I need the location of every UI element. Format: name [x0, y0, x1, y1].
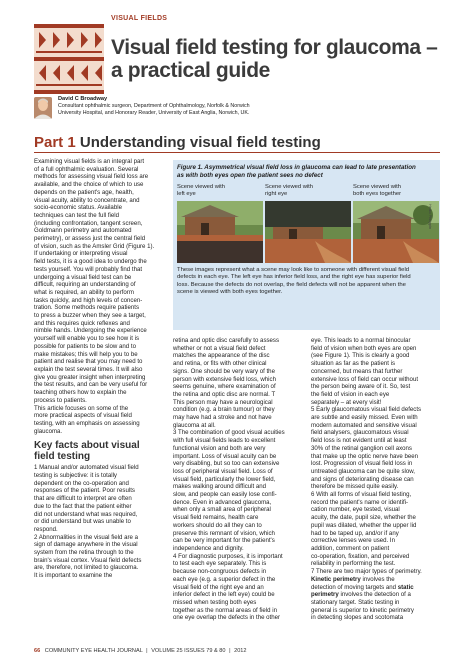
text-line: workers should do all they can to: [173, 521, 262, 529]
text-line: untreated glaucoma can be quite slow,: [311, 467, 416, 475]
text-line: important. Loss of visual acuity can be: [173, 452, 277, 460]
text-line: undergoing a visual field test can be: [34, 273, 132, 281]
text-line: therefore be missed quite easily.: [311, 483, 399, 491]
text-line: sign of damage anywhere in the visual: [34, 541, 138, 549]
text-line: This article focuses on some of the: [34, 404, 129, 412]
text-line: testing is subjective: it is totally: [34, 472, 117, 480]
page-footer: [34, 648, 247, 654]
text-line: co-operation, fixation, and perceived: [311, 552, 410, 560]
text-line: did not understand what was required,: [34, 510, 138, 518]
author-name: David C Broadway: [58, 96, 108, 102]
text-line: independence and dignity.: [173, 544, 244, 552]
scene-right-eye-image: [265, 201, 351, 263]
text-line: field loss is not evident until at least: [311, 437, 407, 445]
text-line: This person may have a neurological: [173, 398, 273, 406]
text-line: Examining visual fields is an integral part: [34, 158, 145, 165]
title-line: a practical guide: [111, 59, 270, 82]
part-heading: [34, 134, 321, 151]
text-line: (including confrontation, tangent screen,: [34, 219, 143, 227]
text-line: condition (e.g. a brain tumour) or they: [173, 406, 275, 414]
text-line: dence. Even in advanced glaucoma,: [173, 498, 272, 506]
text-line: whether or not a visual field defect: [173, 344, 266, 352]
text-line: 5 Early glaucomatous visual field defects: [311, 406, 422, 414]
text-line: pupil was dilated, whether the upper lid: [311, 521, 417, 529]
scene-label-line: Scene viewed with: [177, 184, 226, 190]
scene-label-left: [177, 184, 225, 198]
text-line: 6 With all forms of visual field testing,: [311, 491, 412, 499]
figure-caption: [177, 164, 416, 179]
footer-separator: |: [229, 648, 231, 654]
part-number: Part 1: [34, 134, 76, 151]
text-line: Kinetic perimetry involves the: [311, 575, 395, 583]
text-line: methods for assessing visual field loss are: [34, 173, 149, 181]
section-tag: VISUAL FIELDS: [111, 15, 168, 22]
photo-credit: Heiko Philippin: [428, 204, 432, 230]
text-line: nimble hands. Undergoing the experience: [34, 327, 147, 335]
text-line: glaucoma at all.: [173, 421, 216, 429]
journal-year: 2012: [234, 648, 247, 654]
text-line: yourself will enable you to see how it is: [34, 335, 140, 343]
text-line: modern automated and sensitive visual: [311, 421, 417, 429]
text-line: corrective lenses were used. In: [311, 537, 395, 545]
text-line: preserve this remnant of vision, which: [173, 529, 275, 537]
page-number: 66: [34, 648, 41, 654]
text-line: the field of vision in each eye: [311, 390, 390, 398]
text-line: system from the retina through to the: [34, 549, 134, 557]
column-1: [34, 158, 166, 580]
text-line: field tests, it is a good idea to undergo the: [34, 258, 147, 266]
text-line: 3 The combination of good visual acuities: [173, 429, 285, 437]
kinetic-perimetry-term: Kinetic perimetry: [311, 575, 361, 583]
text-line: (see Figure 1). This is clearly a good: [311, 352, 410, 360]
text-line: brain's visual cortex. Visual field defects: [34, 556, 142, 564]
column-3: [311, 337, 443, 622]
text-line: perimetry involves the detection of a: [311, 591, 411, 599]
text-line: glaucoma.: [34, 427, 63, 435]
text-line: 30% of the retinal ganglion cell axons: [311, 444, 412, 452]
text-line: and this requires quick reflexes and: [34, 319, 130, 327]
text-line: because non-congruous defects in: [173, 568, 267, 576]
text-line: concerned, but means that further: [311, 367, 403, 375]
scene-left-eye-image: [177, 201, 263, 263]
text-line: what is required, an ability to perform: [34, 288, 134, 296]
column-3-tail: [311, 599, 443, 622]
text-line: 1 Manual and/or automated visual field: [34, 464, 139, 472]
text-line: more practical aspects of visual field: [34, 412, 132, 420]
text-line: record the patient's name or identifi-: [311, 498, 409, 506]
scene-label-line: both eyes together: [353, 191, 402, 197]
text-line: in detecting slopes and scotomata: [311, 614, 404, 622]
text-line: possible for patients to be slow and to: [34, 342, 136, 350]
text-line: retina and optic disc carefully to assess: [173, 337, 280, 344]
footer-separator: |: [146, 648, 148, 654]
text-line: depends on the patient's age, health,: [34, 188, 134, 196]
journal-volume: VOLUME 25 ISSUES 79 & 80: [151, 648, 226, 654]
intro-text: [34, 158, 166, 435]
text-line: reliability in performing the test.: [311, 560, 396, 568]
text-line: visual field remains, health care: [173, 514, 259, 522]
text-line: testing, with an emphasis on assessing: [34, 419, 140, 427]
text-line: when only a small area of peripheral: [173, 506, 271, 514]
text-line: together as the normal areas of field in: [173, 606, 277, 614]
affiliation-line: University Hospital, and Honorary Reader, University of East Anglia, Norwich, UK.: [58, 109, 250, 116]
text-line: had to be taped up, and/or if any: [311, 529, 399, 537]
text-line: It is important to examine the: [34, 572, 113, 580]
text-line: explain the test several times. It will also: [34, 365, 143, 373]
text-line: makes walking around difficult and: [173, 483, 267, 491]
caption-line: as with both eyes open the patient sees no defect: [177, 171, 323, 179]
affiliation-line: Consultant ophthalmic surgeon, Department of Ophthalmology, Norfolk & Norwich: [58, 103, 250, 109]
text-line: due to the fact that the patient either: [34, 502, 132, 510]
text-line: addition, comment on patient: [311, 544, 390, 552]
static-term: static: [397, 583, 414, 591]
text-line: dependent on the co-operation and: [34, 479, 129, 487]
text-line: tration. Some methods require patients: [34, 304, 140, 312]
description-line: loss. Because the defects do not overlap, the field defects will not be apparent when the: [177, 281, 406, 288]
text-line: field analysers, glaucomatous visual: [311, 429, 409, 437]
scene-label-line: left eye: [177, 191, 196, 197]
text-line: to press a buzzer when they see a target,: [34, 312, 146, 320]
text-line: available, and the choice of which to use: [34, 181, 144, 189]
text-line: situation as far as the patient is: [311, 360, 396, 368]
figure-description: [177, 267, 411, 296]
text-line: 2 Abnormalities in the visual field are a: [34, 533, 138, 541]
text-line: loss of peripheral visual field. Loss of: [173, 467, 273, 475]
text-line: signs. One should be very wary of the: [173, 367, 275, 375]
text-line: visual field, particularly the lower field,: [173, 475, 276, 483]
text-line: tasks quickly, and high levels of concen-: [34, 296, 143, 304]
text-line: the retina and optic disc are normal. T: [173, 390, 276, 398]
text-line: field of vision when both eyes are open: [311, 344, 417, 352]
text-line: to test each eye separately. This is: [173, 560, 267, 568]
caption-line: Figure 1. Asymmetrical visual field loss in glaucoma can lead to late presentation: [177, 164, 416, 171]
text-line: techniques can test the full field: [34, 211, 120, 219]
text-line: 4 For diagnostic purposes, it is important: [173, 552, 283, 560]
text-line: are, therefore, not limited to glaucoma.: [34, 564, 139, 572]
text-line: separately – at every visit!: [311, 398, 382, 406]
text-line: patient and realise that you may need to: [34, 358, 143, 366]
text-line: and retina, or fits with other clinical: [173, 360, 267, 368]
text-line: very disabling, but so too can extensive: [173, 460, 280, 468]
text-line: visual acuity, ability to concentrate, and: [34, 196, 140, 204]
text-line: that are difficult to interpret are often: [34, 495, 132, 503]
author-photo-icon: [34, 97, 52, 119]
text-line: process to patients.: [34, 396, 87, 404]
text-line: of vision, such as the Amsler Grid (Figure 1).: [34, 242, 155, 250]
article-title: [111, 36, 461, 82]
description-line: These images represent what a scene may look like to someone with different visual field: [177, 267, 410, 273]
text-line: and signs of deteriorating disease can: [311, 475, 414, 483]
text-line: difficult, requiring an understanding of: [34, 281, 136, 289]
text-line: slow, and people can easily lose confi-: [173, 491, 277, 499]
perimetry-term: perimetry: [311, 591, 339, 599]
scene-label-line: Scene viewed with: [353, 184, 402, 190]
text-line: make mistakes; this will help you to be: [34, 350, 138, 358]
scene-both-eyes-image: [353, 201, 439, 263]
figure-1: [173, 160, 440, 330]
text-line: perimetry), or assess just the central field: [34, 235, 146, 243]
text-line: cation number, eye tested, visual: [311, 506, 400, 514]
text-line: lost. Progression of visual field loss in: [311, 460, 413, 468]
text-line: each eye (e.g. a superior defect in the: [173, 575, 276, 583]
text-line: general is superior to kinetic perimetry: [311, 606, 414, 614]
text-line: matches the appearance of the disc: [173, 352, 270, 360]
scene-label-line: right eye: [265, 191, 288, 197]
scene-label-line: Scene viewed with: [265, 184, 314, 190]
key-facts-heading: Key facts about visual: [34, 440, 140, 452]
text-line: 7 There are two major types of perimetry.: [311, 568, 422, 576]
text-line: the person being aware of it. So, test: [311, 383, 411, 391]
description-line: scene is viewed with both eyes together.: [177, 288, 283, 295]
text-line: the test results, and can be very useful for: [34, 381, 148, 389]
text-line: visual field of the right eye and an: [173, 583, 264, 591]
title-line: Visual field testing for glaucoma –: [111, 36, 438, 59]
text-line: are subtle and easily missed. Even with: [311, 414, 418, 422]
scene-label-right: [265, 184, 313, 198]
text-line: eye. This leads to a normal binocular: [311, 337, 411, 344]
text-line: teaching others how to explain the: [34, 389, 127, 397]
text-line: inferior defect in the left eye) could be: [173, 591, 275, 599]
text-line: If undertaking or interpreting visual: [34, 250, 128, 258]
text-line: functional vision and both are very: [173, 444, 266, 452]
text-line: detection of moving targets and static: [311, 583, 414, 591]
text-line: seems genuine, where examination of: [173, 383, 276, 391]
text-line: socio-economic status. Available: [34, 204, 122, 212]
author-affiliation: [58, 103, 388, 117]
text-line: give you greater insight when interpreting: [34, 373, 146, 381]
scene-label-both: [353, 184, 401, 198]
text-line: responses of the patient. Poor results: [34, 487, 135, 495]
part-title: Understanding visual field testing: [79, 134, 321, 151]
heading-rule: [34, 152, 440, 153]
text-line: one eye overlap the defects in the other: [173, 614, 281, 622]
text-line: can be very important for the patient's: [173, 537, 275, 545]
text-line: with full visual fields leads to excellent: [173, 437, 276, 445]
journal-name: COMMUNITY EYE HEALTH JOURNAL: [44, 648, 143, 654]
column-2: [173, 337, 305, 622]
text-line: or did understand but was unable to: [34, 518, 131, 526]
text-line: missed when testing both eyes: [173, 598, 257, 606]
key-facts-list: [34, 464, 166, 580]
key-facts-heading: field testing: [34, 451, 91, 463]
text-line: of a full ophthalmic evaluation. Several: [34, 165, 139, 173]
text-line: stationary target. Static testing in: [311, 598, 400, 606]
text-line: acuity, the date, pupil size, whether the: [311, 514, 416, 522]
column-3-text: [311, 337, 443, 576]
text-line: tests yourself. You will probably find that: [34, 265, 143, 273]
text-line: extensive loss of field can occur without: [311, 375, 419, 383]
description-line: defects in each eye. The left eye has inferior field loss, and the right eye has superior field: [177, 274, 411, 281]
text-line: that make up the optic nerve have been: [311, 452, 419, 460]
decorative-pattern-icon: [34, 24, 104, 94]
text-line: may have had a stroke and not have: [173, 414, 272, 422]
text-line: person with extensive field loss, which: [173, 375, 276, 383]
text-line: Goldmann perimetry and automated: [34, 227, 132, 235]
text-line: respond.: [34, 525, 58, 533]
